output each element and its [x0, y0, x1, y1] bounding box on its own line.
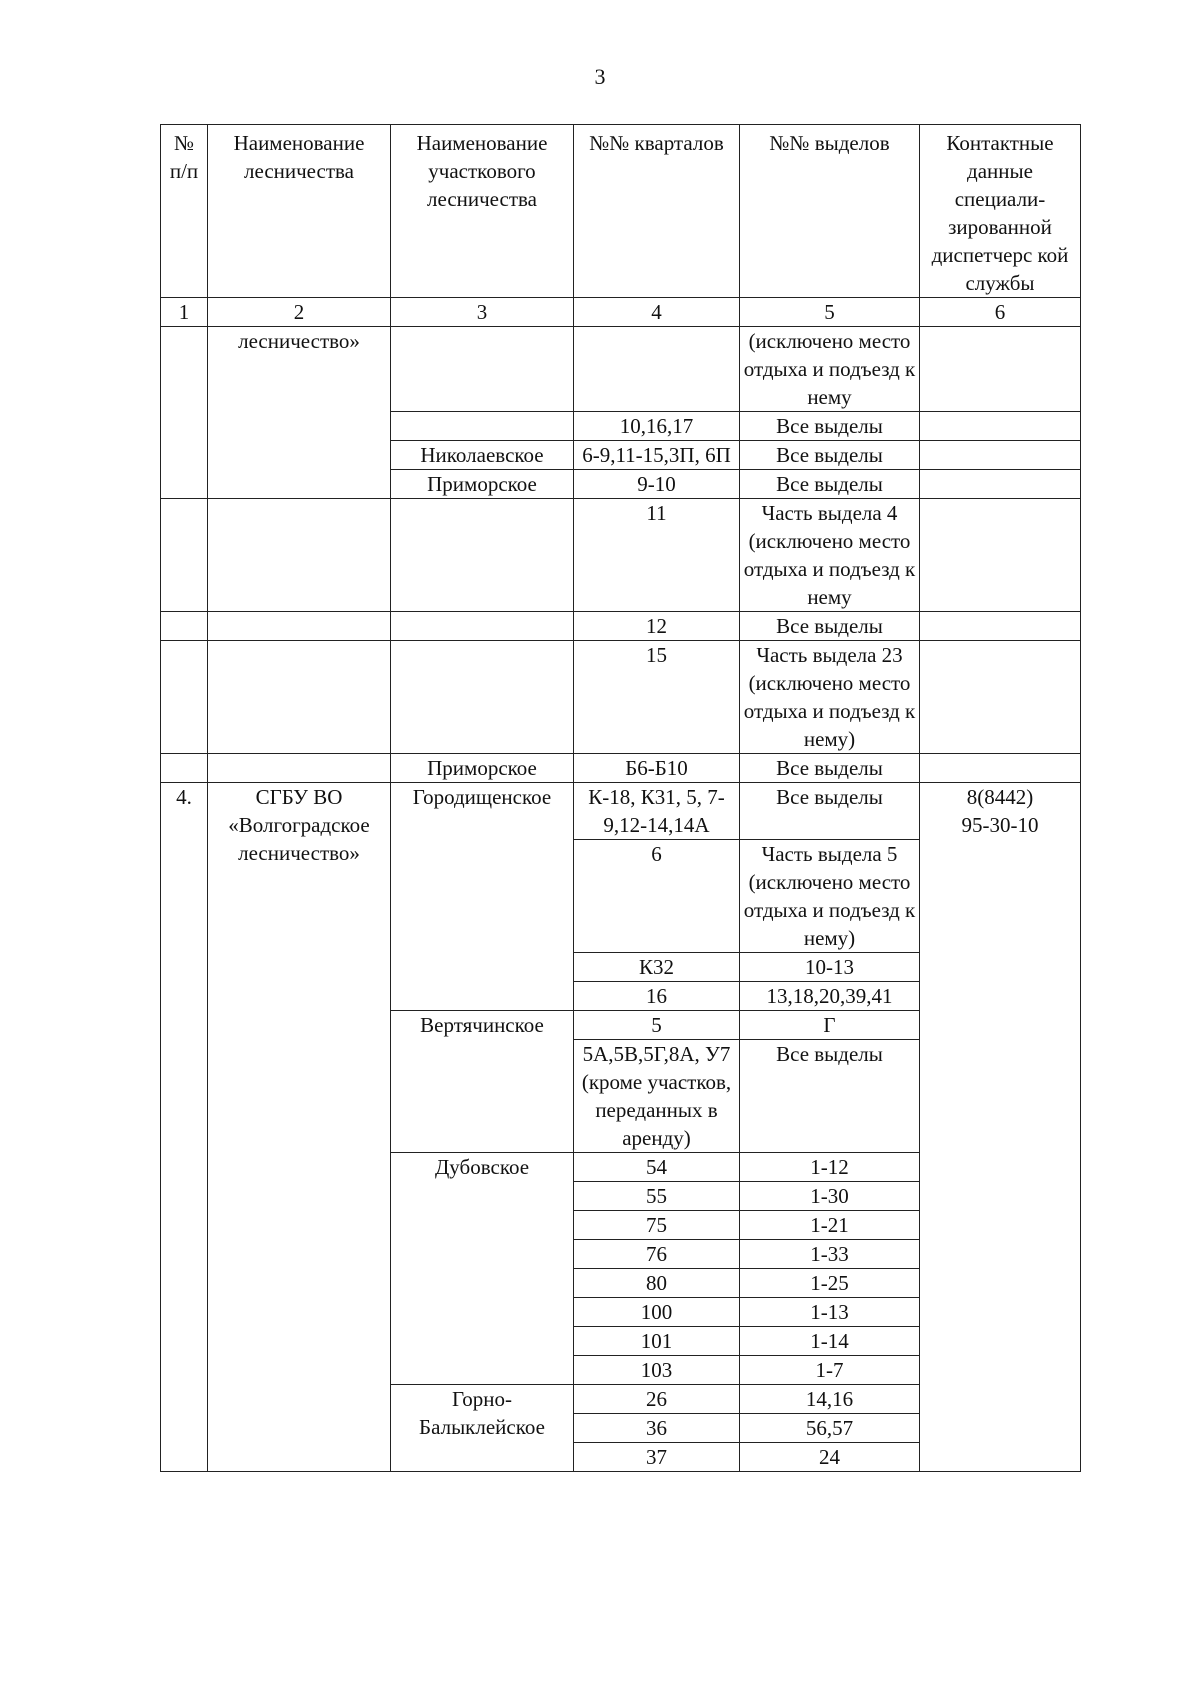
cell-plots: Все выделы [740, 412, 920, 441]
table-row [161, 612, 1081, 641]
cell-district: Приморское [391, 754, 574, 783]
cell-forestry: лесничество» [208, 327, 391, 499]
cell-forestry [208, 641, 391, 754]
cell-district: Николаевское [391, 441, 574, 470]
cell-quarters: 37 [574, 1443, 740, 1472]
cell-num [161, 327, 208, 499]
cell-district: Дубовское [391, 1153, 574, 1385]
cell-quarters: 6 [574, 840, 740, 953]
cell-plots: 1-13 [740, 1298, 920, 1327]
cell-quarters: Б6-Б10 [574, 754, 740, 783]
column-number: 1 [161, 298, 208, 327]
cell-contacts [920, 641, 1081, 754]
cell-district: Горно- Балыклейское [391, 1385, 574, 1472]
cell-plots: Все выделы [740, 612, 920, 641]
header-district: Наименование участкового лесничества [391, 125, 574, 298]
cell-district [391, 612, 574, 641]
cell-district [391, 641, 574, 754]
cell-contacts [920, 441, 1081, 470]
cell-quarters [574, 327, 740, 412]
cell-quarters: 26 [574, 1385, 740, 1414]
cell-plots: 1-21 [740, 1211, 920, 1240]
cell-quarters: 5 [574, 1011, 740, 1040]
cell-district: Городищенское [391, 783, 574, 1011]
header-forestry: Наименование лесничества [208, 125, 391, 298]
cell-num: 4. [161, 783, 208, 1472]
cell-forestry [208, 499, 391, 612]
cell-plots: Все выделы [740, 441, 920, 470]
column-number-row [161, 298, 1081, 327]
cell-plots: Часть выдела 4 (исключено место отдыха и подъезд к нему [740, 499, 920, 612]
cell-plots: 13,18,20,39,41 [740, 982, 920, 1011]
cell-plots: 1-33 [740, 1240, 920, 1269]
cell-forestry [208, 754, 391, 783]
cell-quarters: 76 [574, 1240, 740, 1269]
cell-quarters: 15 [574, 641, 740, 754]
cell-num [161, 754, 208, 783]
cell-district [391, 327, 574, 412]
cell-quarters: К32 [574, 953, 740, 982]
cell-num [161, 612, 208, 641]
forestry-table [160, 124, 1081, 1472]
cell-quarters: 100 [574, 1298, 740, 1327]
cell-contacts: 8(8442) 95-30-10 [920, 783, 1081, 1472]
cell-contacts [920, 470, 1081, 499]
cell-quarters: К-18, К31, 5, 7-9,12-14,14А [574, 783, 740, 840]
cell-district: Вертячинское [391, 1011, 574, 1153]
cell-quarters: 6-9,11-15,3П, 6П [574, 441, 740, 470]
cell-num [161, 499, 208, 612]
cell-quarters: 9-10 [574, 470, 740, 499]
table-row [161, 754, 1081, 783]
cell-quarters: 101 [574, 1327, 740, 1356]
cell-plots: 56,57 [740, 1414, 920, 1443]
header-row [161, 125, 1081, 298]
cell-contacts [920, 499, 1081, 612]
cell-plots: Все выделы [740, 754, 920, 783]
cell-plots: 1-7 [740, 1356, 920, 1385]
table-row [161, 783, 1081, 840]
cell-plots: Все выделы [740, 1040, 920, 1153]
column-number: 5 [740, 298, 920, 327]
cell-quarters: 54 [574, 1153, 740, 1182]
column-number: 3 [391, 298, 574, 327]
header-quarters: №№ кварталов [574, 125, 740, 298]
cell-plots: Часть выдела 23 (исключено место отдыха и подъезд к нему) [740, 641, 920, 754]
cell-district [391, 499, 574, 612]
column-number: 4 [574, 298, 740, 327]
cell-quarters: 12 [574, 612, 740, 641]
cell-quarters: 36 [574, 1414, 740, 1443]
cell-quarters: 80 [574, 1269, 740, 1298]
cell-quarters: 75 [574, 1211, 740, 1240]
cell-forestry [208, 612, 391, 641]
cell-plots: 1-14 [740, 1327, 920, 1356]
cell-plots: 1-12 [740, 1153, 920, 1182]
cell-plots: 24 [740, 1443, 920, 1472]
cell-contacts [920, 327, 1081, 412]
table-row [161, 499, 1081, 612]
cell-quarters: 103 [574, 1356, 740, 1385]
cell-plots: 14,16 [740, 1385, 920, 1414]
cell-plots: 10-13 [740, 953, 920, 982]
header-contacts: Контактные данные специали-зированной диспетчерс кой службы [920, 125, 1081, 298]
cell-forestry: СГБУ ВО «Волгоградское лесничество» [208, 783, 391, 1472]
header-num: № п/п [161, 125, 208, 298]
cell-plots: Г [740, 1011, 920, 1040]
cell-plots: 1-25 [740, 1269, 920, 1298]
cell-quarters: 55 [574, 1182, 740, 1211]
cell-district [391, 412, 574, 441]
cell-contacts [920, 754, 1081, 783]
cell-quarters: 5А,5В,5Г,8А, У7 (кроме участков, переданных в аренду) [574, 1040, 740, 1153]
cell-contacts [920, 612, 1081, 641]
cell-quarters: 16 [574, 982, 740, 1011]
page-number: 3 [594, 64, 606, 89]
cell-quarters: 10,16,17 [574, 412, 740, 441]
cell-plots: Все выделы [740, 783, 920, 840]
cell-plots: Часть выдела 5 (исключено место отдыха и подъезд к нему) [740, 840, 920, 953]
cell-plots: Все выделы [740, 470, 920, 499]
cell-contacts [920, 412, 1081, 441]
column-number: 6 [920, 298, 1081, 327]
cell-district: Приморское [391, 470, 574, 499]
cell-plots: (исключено место отдыха и подъезд к нему [740, 327, 920, 412]
table-row [161, 327, 1081, 412]
column-number: 2 [208, 298, 391, 327]
table-row [161, 641, 1081, 754]
cell-quarters: 11 [574, 499, 740, 612]
cell-plots: 1-30 [740, 1182, 920, 1211]
header-plots: №№ выделов [740, 125, 920, 298]
cell-num [161, 641, 208, 754]
